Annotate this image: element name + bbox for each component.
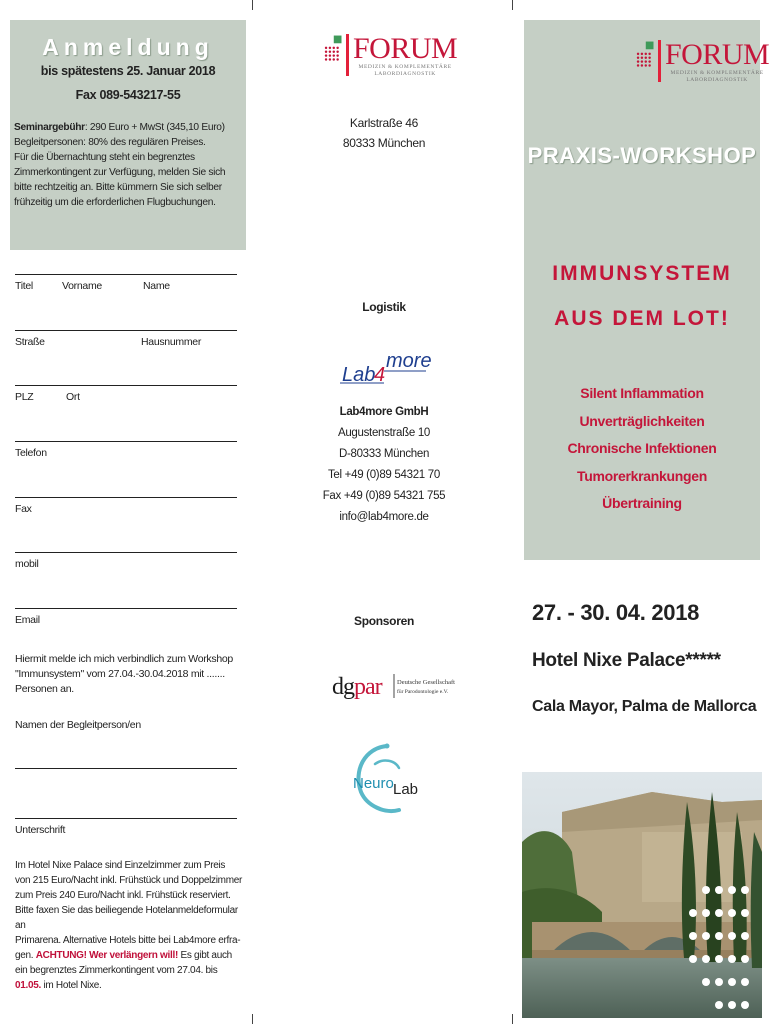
event-date: 27. - 30. 04. 2018 xyxy=(532,600,700,625)
company-email[interactable]: info@lab4more.de xyxy=(339,511,429,523)
neurolab-logo xyxy=(347,740,419,818)
warning-text: ACHTUNG! Wer verlängern will! xyxy=(35,950,178,961)
signature-label: Unterschrift xyxy=(15,824,66,836)
registration-heading: Anmeldung xyxy=(42,34,214,60)
topic-item: Silent Inflammation xyxy=(580,385,704,401)
confirm-line: Hiermit melde ich mich verbindlich zum Workshop xyxy=(15,653,233,665)
crop-mark xyxy=(252,0,253,10)
hausnummer-label: Hausnummer xyxy=(141,336,202,348)
address-street: Karlstraße 46 xyxy=(349,116,419,130)
telefon-label: Telefon xyxy=(15,447,47,459)
street-field-line[interactable] xyxy=(15,330,237,331)
topic-item: Übertraining xyxy=(602,495,682,511)
fee-label: Seminargebühr xyxy=(14,122,85,133)
company-phone: Tel +49 (0)89 54321 70 xyxy=(327,469,440,481)
sponsors-heading: Sponsoren xyxy=(354,614,414,628)
plz-label: PLZ xyxy=(15,391,34,403)
crop-mark xyxy=(512,1014,513,1024)
fee-line: Zimmerkontingent zur Verfügung, melden Sie sich xyxy=(14,167,226,178)
company-street: Augustenstraße 10 xyxy=(337,427,431,439)
hotel-note-line: gen. ACHTUNG! Wer verlängern will! Es gibt auch xyxy=(15,950,232,961)
dgpar-logo xyxy=(330,666,455,708)
lab4more-contact xyxy=(256,402,512,528)
titel-label: Titel xyxy=(15,280,33,292)
event-hotel: Hotel Nixe Palace***** xyxy=(532,650,721,671)
dot-grid-icon xyxy=(632,40,658,74)
forum-logo-word: FORUM xyxy=(353,32,458,65)
topic-list xyxy=(524,380,760,518)
email-label: Email xyxy=(15,614,40,626)
forum-logo-word: FORUM xyxy=(665,38,770,71)
svg-text:more: more xyxy=(386,350,432,372)
fee-info xyxy=(14,120,240,210)
confirm-line: Personen an. xyxy=(15,683,74,695)
company-city: D-80333 München xyxy=(338,448,430,460)
dot-grid-icon xyxy=(320,34,346,68)
confirm-line: "Immunsystem" vom 27.04.-30.04.2018 mit ....... xyxy=(15,668,225,680)
svg-text:dgpar: dgpar xyxy=(332,674,382,700)
hotel-note-line: von 215 Euro/Nacht inkl. Frühstück und Doppelzimmer xyxy=(15,875,243,886)
main-title-line2: AUS DEM LOT! xyxy=(554,307,730,330)
confirmation-text xyxy=(15,652,240,697)
name-label: Name xyxy=(143,280,170,292)
signature-field-line[interactable] xyxy=(15,818,237,819)
svg-text:Neuro: Neuro xyxy=(353,775,394,792)
strasse-label: Straße xyxy=(15,336,45,348)
svg-text:Deutsche Gesellschaft: Deutsche Gesellschaft xyxy=(397,679,455,686)
city-field-line[interactable] xyxy=(15,385,237,386)
end-date: 01.05. xyxy=(15,980,42,991)
hotel-note-line: Bitte faxen Sie das beiliegende Hotelanmeldeformular an xyxy=(15,905,238,931)
svg-text:für Parodontologie e.V.: für Parodontologie e.V. xyxy=(397,689,449,695)
fee-value: : 290 Euro + MwSt (345,10 Euro) xyxy=(84,122,225,133)
name-field-line[interactable] xyxy=(15,274,237,275)
logistik-heading: Logistik xyxy=(362,300,406,314)
workshop-label: PRAXIS-WORKSHOP xyxy=(527,143,757,168)
forum-logo-cover: FORUM MEDIZIN & KOMPLEMENTÄRE LABORDIAGNOSTIK xyxy=(632,40,769,84)
fax-field-line[interactable] xyxy=(15,497,237,498)
hotel-note-line: 01.05. im Hotel Nixe. xyxy=(15,980,102,991)
fax-label: Fax xyxy=(15,503,32,515)
company-fax: Fax +49 (0)89 54321 755 xyxy=(322,490,446,502)
topic-item: Tumorerkrankungen xyxy=(577,467,707,484)
topic-item: Chronische Infektionen xyxy=(567,440,717,456)
svg-text:4: 4 xyxy=(374,364,386,386)
fee-line: Begleitpersonen: 80% des regulären Preises. xyxy=(14,137,206,148)
topic-item: Unverträglichkeiten xyxy=(579,412,705,429)
venue-photo xyxy=(522,772,762,1018)
ort-label: Ort xyxy=(66,391,80,403)
hotel-note xyxy=(15,858,247,993)
svg-text:Lab: Lab xyxy=(393,781,419,798)
forum-logo: FORUM MEDIZIN & KOMPLEMENTÄRE LABORDIAGNOSTIK xyxy=(320,34,457,78)
crop-mark xyxy=(252,1014,253,1024)
svg-text:Lab: Lab xyxy=(342,364,376,386)
registration-fax: Fax 089-543217-55 xyxy=(75,88,181,102)
hotel-note-line: Primarena. Alternative Hotels bitte bei Lab4more erfra- xyxy=(15,935,241,946)
phone-field-line[interactable] xyxy=(15,441,237,442)
hotel-note-line: ein begrenztes Zimmerkontingent vom 27.04. bis xyxy=(15,965,218,976)
mobil-label: mobil xyxy=(15,558,39,570)
company-name: Lab4more GmbH xyxy=(339,406,429,418)
fee-line: bitte rechtzeitig an. Bitte kümmern Sie sich selber xyxy=(14,182,222,193)
registration-deadline: bis spätestens 25. Januar 2018 xyxy=(40,64,216,78)
companion-field-line[interactable] xyxy=(15,768,237,769)
vorname-label: Vorname xyxy=(62,280,102,292)
crop-mark xyxy=(512,0,513,10)
event-location: Cala Mayor, Palma de Mallorca xyxy=(532,698,757,715)
hotel-note-line: zum Preis 240 Euro/Nacht inkl. Frühstück reserviert. xyxy=(15,890,231,901)
main-title-line1: IMMUNSYSTEM xyxy=(552,262,732,285)
forum-address xyxy=(256,113,512,153)
companion-label: Namen der Begleitperson/en xyxy=(15,719,141,731)
mobil-field-line[interactable] xyxy=(15,552,237,553)
fee-line: Für die Übernachtung steht ein begrenztes xyxy=(14,152,195,163)
hotel-note-line: Im Hotel Nixe Palace sind Einzelzimmer zum Preis xyxy=(15,860,226,871)
email-field-line[interactable] xyxy=(15,608,237,609)
lab4more-logo xyxy=(338,345,430,385)
fee-line: frühzeitig um die erforderlichen Flugbuchungen. xyxy=(14,197,216,208)
address-city: 80333 München xyxy=(342,136,426,150)
